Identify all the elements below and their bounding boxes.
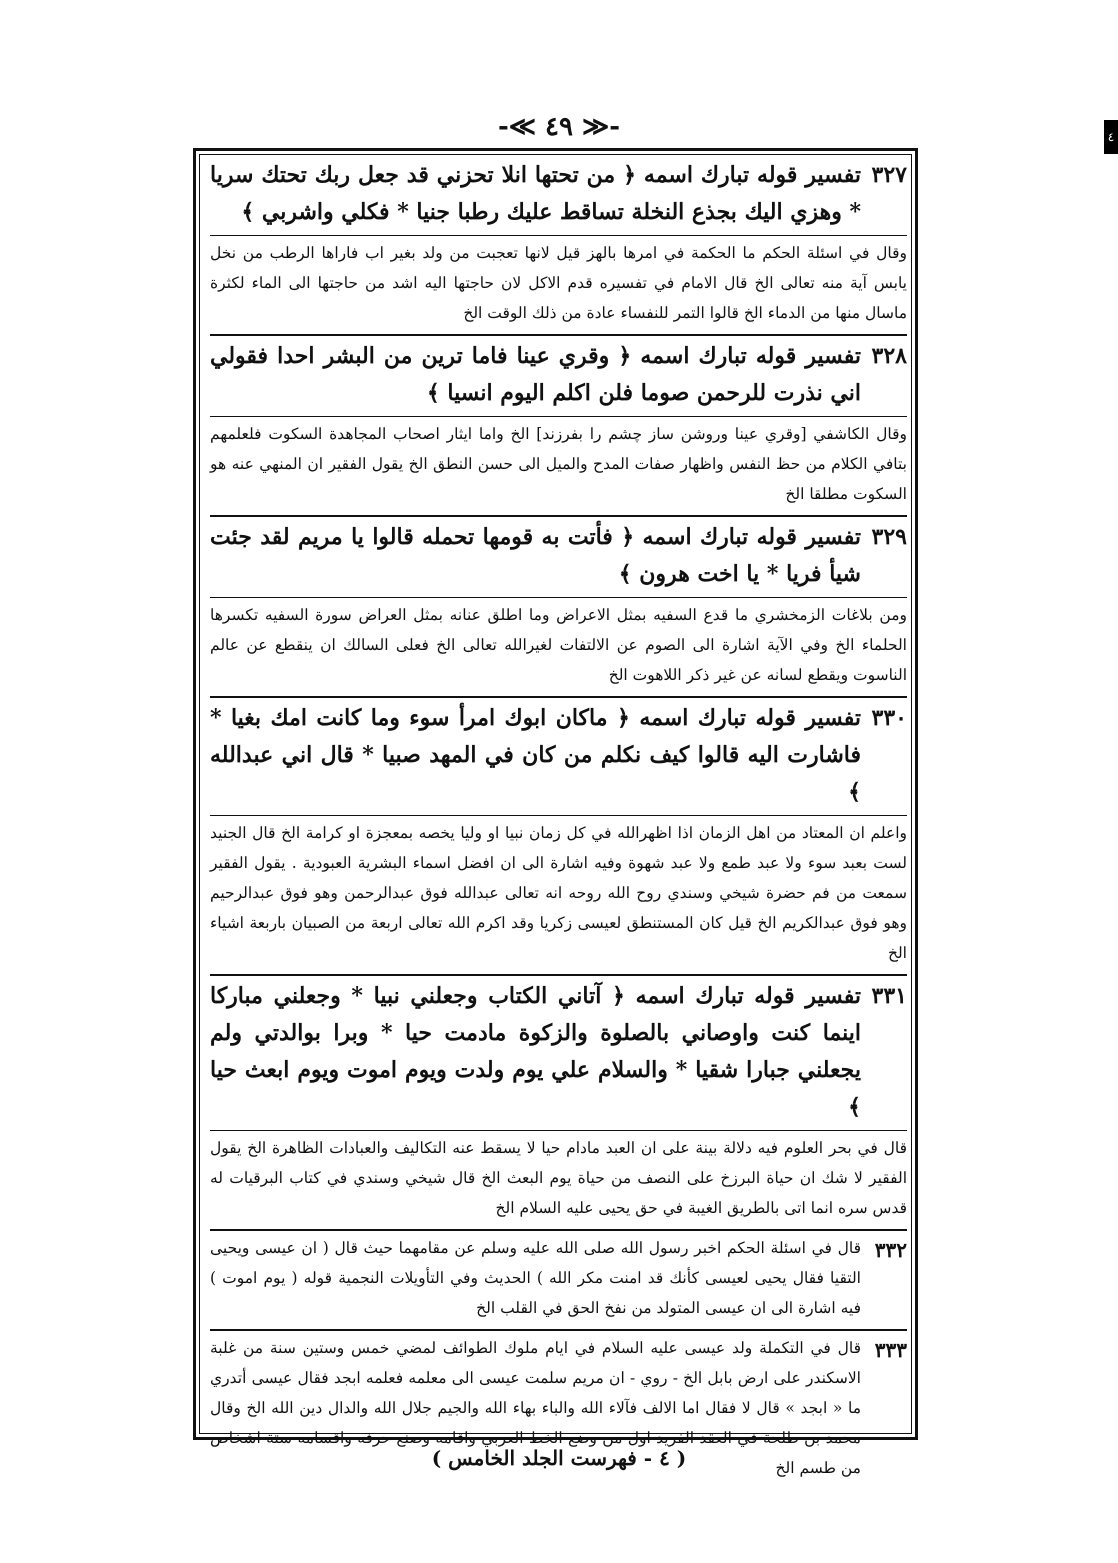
entry-number: ٣٢٧	[871, 162, 907, 188]
entry-commentary: وقال في اسئلة الحكم ما الحكمة في امرها بالهز قيل لانها تعجبت من ولد بغير اب فاراها الرطب من نخل يابس آية منه تعالى الخ قال الامام في تفسيره قدم الاكل لان حاجتها اليه اشد من حاجتها الى الماء لكثرة ماسال منها من الدماء الخ قالوا التمر للنفساء عادة من ذلك الوقت الخ	[210, 235, 907, 328]
entry-330	[210, 698, 907, 976]
entry-number: ٣٣٣	[874, 1338, 907, 1362]
entry-number: ٣٣١	[871, 983, 907, 1009]
verse-text: تفسير قوله تبارك اسمه ﴿ آتاني الكتاب وجعلني نبيا * وجعلني مباركا اينما كنت واوصاني بالصلوة والزكوة مادمت حيا * وبرا بوالدتي ولم يجعلني جبارا شقيا * والسلام علي يوم ولدت ويوم اموت ويوم ابعث حيا ﴾	[210, 983, 861, 1120]
entry-commentary: قال في بحر العلوم فيه دلالة بينة على ان العبد مادام حيا لا يسقط عنه التكاليف والعبادات الظاهرة الخ يقول الفقير لا شك ان حياة البرزخ على النصف من حياة يوم البعث الخ قال شيخي وسندي في كتاب البرقيات له قدس سره انما اتى بالطريق الغيبة في حق يحيى عليه السلام الخ	[210, 1130, 907, 1223]
commentary-text: قال في التكملة ولد عيسى عليه السلام في ايام ملوك الطوائف لمضي خمس وستين سنة من غلبة الاسكندر على ارض بابل الخ - روي - ان مريم سلمت عيسى الى معلمه فعلمه ابجد فقال عيسى أتدري ما « ابجد » قال لا فقال اما الالف فآلاء الله والباء بهاء الله والجيم جلال الله والدال دين الله الخ وقال محمد بن طلحة في العقد الفريد اول من وضع الخط العربي واقامه وصنع حرفه واقسامه ستة اشخاص من طسم الخ	[210, 1339, 861, 1477]
entry-verse	[210, 700, 907, 811]
entry-327	[210, 155, 907, 336]
entry-commentary	[210, 1233, 907, 1323]
commentary-text: قال في اسئلة الحكم اخبر رسول الله صلى الله عليه وسلم عن مقامهما حيث قال ( ان عيسى ويحيى التقيا فقال يحيى لعيسى كأنك قد امنت مكر الله ) الحديث وفي التأويلات النجمية قوله ( يوم اموت ) فيه اشارة الى ان عيسى المتولد من نفخ الحق في القلب الخ	[210, 1239, 861, 1317]
verse-text: تفسير قوله تبارك اسمه ﴿ من تحتها انلا تحزني قد جعل ربك تحتك سريا * وهزي اليك بجذع النخلة تساقط عليك رطبا جنيا * فكلي واشربي ﴾	[210, 162, 861, 225]
entry-commentary: واعلم ان المعتاد من اهل الزمان اذا اظهرالله في كل زمان نبيا او وليا يخصه بمعجزة او كرامة الخ قال الجنيد لست بعبد سوء ولا عبد طمع ولا عبد شهوة وفيه اشارة الى ان افضل اسماء البشرية العبودية . يقول الفقير سمعت من فم حضرة شيخي وسندي روح الله روحه انه تعالى عبدالله فوق عبدالرحمن وهو فوق عبدالرحيم وهو فوق عبدالكريم الخ قيل كان المستنطق لعيسى زكريا وقد اكرم الله تعالى اربعة من الصبيان باربعة اشياء الخ	[210, 815, 907, 968]
entry-number: ٣٣٠	[871, 705, 907, 731]
verse-text: تفسير قوله تبارك اسمه ﴿ ماكان ابوك امرأ سوء وما كانت امك بغيا * فاشارت اليه قالوا كيف نكلم من كان في المهد صبيا * قال اني عبدالله ﴾	[210, 705, 861, 805]
side-tab: ٤	[1104, 120, 1118, 154]
verse-text: تفسير قوله تبارك اسمه ﴿ وقري عينا فاما ترين من البشر احدا فقولي اني نذرت للرحمن صوما فلن اكلم اليوم انسيا ﴾	[210, 343, 861, 406]
entry-commentary: وقال الكاشفي [وقري عينا وروشن ساز چشم را بفرزند] الخ واما ايثار اصحاب المجاهدة السكوت فلعلمهم بتافي الكلام من حظ النفس واظهار صفات المدح والميل الى حسن النطق الخ يقول الفقير ان المنهي عنه هو السكوت مطلقا الخ	[210, 416, 907, 509]
page-footer: ( ٤ - فهرست الجلد الخامس )	[431, 1446, 687, 1470]
entry-commentary: ومن بلاغات الزمخشري ما قدع السفيه بمثل الاعراض وما اطلق عنانه بمثل العراض سورة السفيه تكسرها الحلماء الخ وفي الآية اشارة الى الصوم عن الالتفات لغيرالله تعالى الخ فعلى السالك ان ينقطع عن عالم الناسوت ويقطع لسانه عن غير ذكر اللاهوت الخ	[210, 597, 907, 690]
entry-328	[210, 336, 907, 517]
entry-number: ٣٢٨	[871, 343, 907, 369]
entry-332	[210, 1231, 907, 1331]
entry-329	[210, 517, 907, 698]
entry-number: ٣٢٩	[871, 524, 907, 550]
entry-verse	[210, 978, 907, 1126]
entry-verse	[210, 519, 907, 593]
verse-text: تفسير قوله تبارك اسمه ﴿ فأتت به قومها تحمله قالوا يا مريم لقد جئت شيأ فريا * يا اخت هرون ﴾	[210, 524, 861, 587]
entry-331	[210, 976, 907, 1231]
entry-verse	[210, 338, 907, 412]
entry-verse	[210, 157, 907, 231]
entry-number: ٣٣٢	[874, 1238, 907, 1262]
page-number: -≪ ٤٩ ≫-	[497, 112, 621, 142]
